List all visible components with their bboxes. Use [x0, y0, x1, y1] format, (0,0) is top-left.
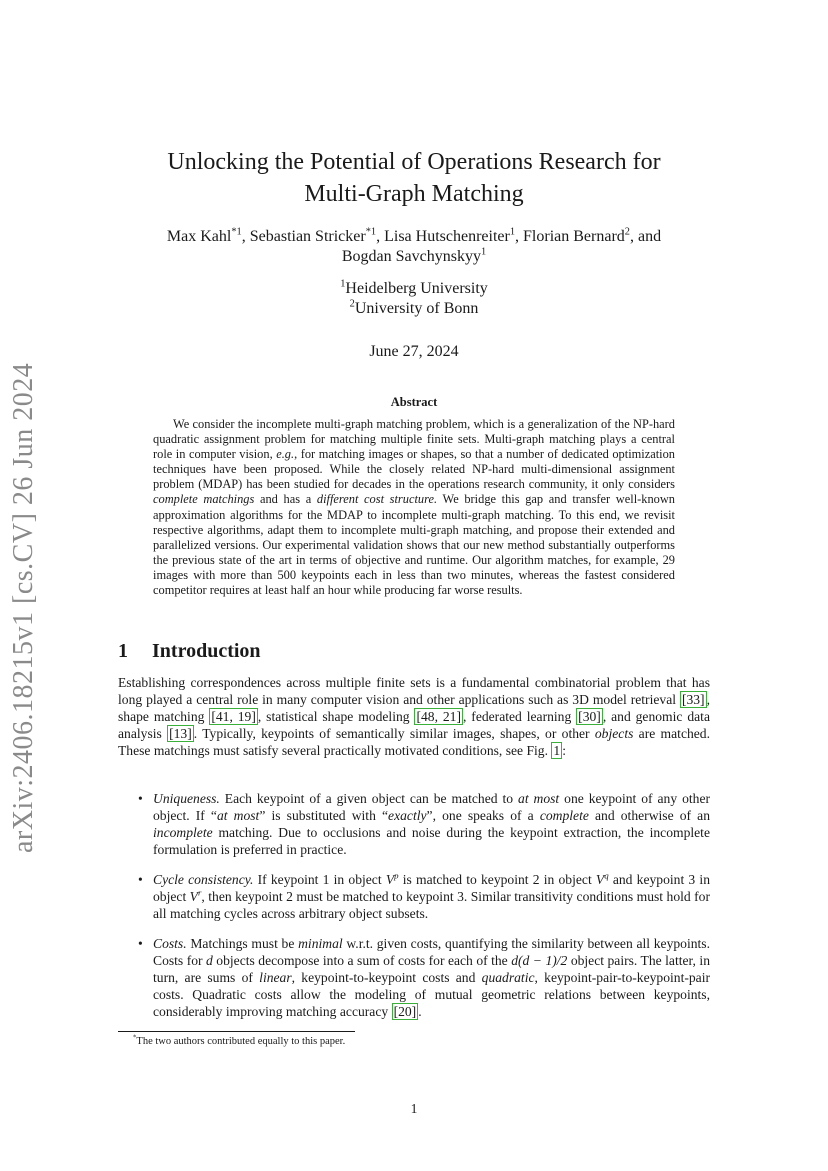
citation-link[interactable]: [33]: [681, 692, 705, 707]
paper-date: June 27, 2024: [369, 343, 459, 360]
footnote: *The two authors contributed equally to this paper.: [133, 1034, 346, 1047]
condition-list: [118, 790, 710, 1033]
section-heading: [118, 640, 261, 663]
figure-link[interactable]: 1: [553, 743, 561, 758]
affiliation: $^1$Heidelberg University: [340, 278, 488, 297]
citation-link[interactable]: [41, 19]: [211, 709, 256, 724]
list-item-uniqueness: • Uniqueness. Each keypoint of a given object can be matched to at most one keypoint of any other object. If “at most” is substituted with “exactly”, one speaks of a complete and otherwise of an incomplete matching. Due to occlusions and noise during the keypoint extraction, the incomplete formulation is preferred in practice.: [138, 791, 711, 857]
citation-link[interactable]: [30]: [578, 709, 601, 724]
affiliations: [118, 279, 710, 319]
citation-link[interactable]: [48, 21]: [416, 709, 461, 724]
section-number: 1: [118, 640, 128, 662]
abstract-heading: Abstract: [390, 395, 438, 409]
list-item-costs: • Costs. Matchings must be minimal w.r.t. given costs, quantifying the similarity between all keypoints. Costs for d objects decompose into a sum of costs for each of the d(d − 1)/2 object pairs. The latter, in turn, are sums of linear, keypoint-to-keypoint costs and quadratic, keypoint-pair-to-keypoint-pair costs. Quadratic costs allow the modeling of mutual geometric relations between keypoints, considerably improving matching accuracy [20] .: [138, 936, 711, 1019]
title-line-2: Multi-Graph Matching: [304, 181, 524, 207]
paper-title: [118, 146, 710, 210]
title-line-1: Unlocking the Potential of Operations Research for: [167, 149, 661, 175]
citation-link[interactable]: [13]: [169, 726, 192, 741]
affiliation: $^2$University of Bonn: [349, 298, 479, 317]
author-name: Lisa Hutschenreiter: [384, 228, 510, 245]
author-name: Max Kahl: [166, 228, 232, 245]
page-number: 1: [410, 1101, 418, 1116]
list-item-cycle-consistency: • Cycle consistency. If keypoint 1 in object $V^p$ is matched to keypoint 2 in object $V^q$ and keypoint 3 in object $V^r$, then keypoint 2 must be matched to keypoint 3. Similar transitivity conditions must hold for all matching cycles across arbitrary object subsets.: [138, 870, 710, 921]
abstract-body: We consider the incomplete multi-graph matching problem, which is a generalization of the NP-hard quadratic assignment problem for matching multiple finite sets. Multi-graph matching plays a central role in computer vision, e.g., for matching images or shapes, so that a number of dedicated optimization techniques have been proposed. While the closely related NP-hard multi-dimensional assignment problem (MDAP) has been studied for decades in the operations research community, it only considers complete matchings and has a different cost structure. We bridge this gap and transfer well-known approximation algorithms for the MDAP to incomplete multi-graph matching. To this end, we revisit respective algorithms, adapt them to incomplete multi-graph matching, and propose their extended and parallelized versions. Our experimental validation shows that our new method substantially outperforms the previous state of the art in terms of objective and runtime. Our algorithm matches, for example, 29 images with more than 500 keypoints each in less than two minutes, whereas the fastest considered competitor requires at least half an hour while producing far worse results.: [153, 417, 676, 598]
citation-link[interactable]: [20]: [393, 1004, 417, 1019]
footnote-divider: [118, 1031, 355, 1032]
author-name: Bogdan Savchynskyy: [341, 248, 481, 265]
author-list: Max Kahl$^{*1}$, Sebastian Stricker$^{*1}$, Lisa Hutschenreiter$^1$, Florian Bernard$^2$, and Bogdan Savchynskyy$^1$: [166, 226, 662, 265]
author-name: Florian Bernard: [523, 228, 625, 245]
arxiv-identifier: arXiv:2406.18215v1 [cs.CV] 26 Jun 2024: [8, 362, 39, 853]
intro-paragraph: Establishing correspondences across multiple finite sets is a fundamental combinatorial problem that has long played a central role in many computer vision and other applications such as 3D model retrieval [33] , shape matching [41, 19] , statistical shape modeling [48, 21] , federated learning [30] , and genomic data analysis [13] . Typically, keypoints of semantically similar images, shapes, or other objects are matched. These matchings must satisfy several practically motivated conditions, see Fig. 1 :: [118, 675, 711, 758]
section-title: Introduction: [152, 640, 261, 662]
author-name: Sebastian Stricker: [249, 228, 366, 245]
